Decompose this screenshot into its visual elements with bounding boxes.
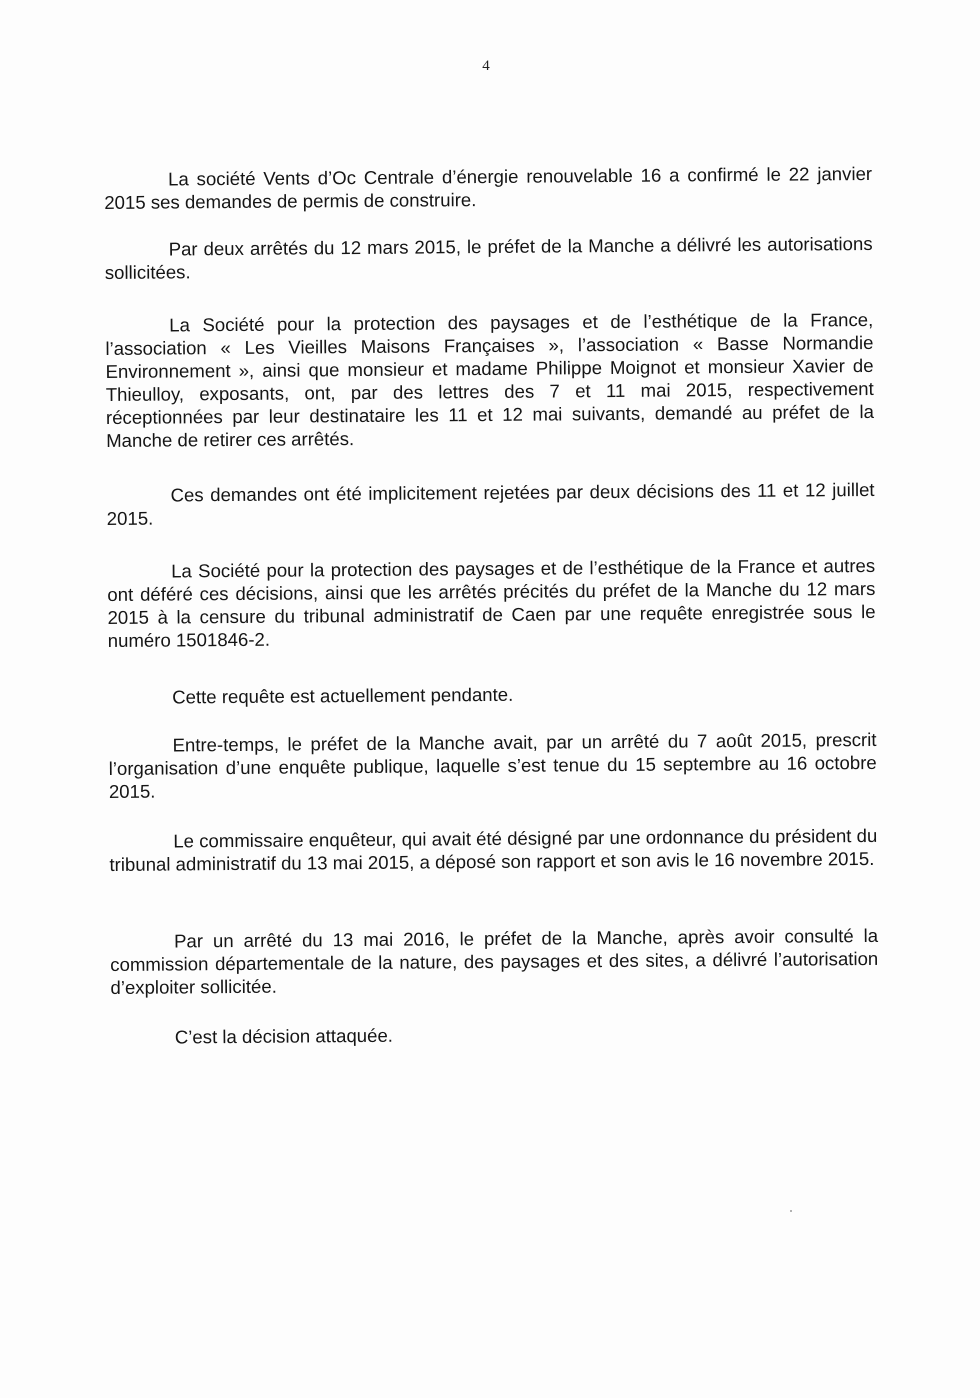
paragraph-1: La société Vents d’Oc Centrale d’énergie renouvelable 16 a confirmé le 22 janvier 2015 ses demandes de permis de construire. xyxy=(104,162,873,213)
paragraph-5: La Société pour la protection des paysages et de l’esthétique de la France et autres ont déféré ces décisions, ainsi que les arrêtés précités du préfet de la Manche du 12 mars 2015 à la censure du tribunal administratif de Caen par une requête enregistrée sous le numéro 1501846-2. xyxy=(107,554,876,651)
paragraph-4: Ces demandes ont été implicitement rejetées par deux décisions des 11 et 12 juillet 2015. xyxy=(106,478,875,529)
paragraph-2: Par deux arrêtés du 12 mars 2015, le préfet de la Manche a délivré les autorisations sollicitées. xyxy=(104,232,873,283)
scan-speck xyxy=(790,1210,792,1212)
paragraph-7: Entre-temps, le préfet de la Manche avait, par un arrêté du 7 août 2015, prescrit l’organisation d’une enquête publique, laquelle s’est tenue du 15 septembre au 16 octobre 2015. xyxy=(108,728,877,802)
paragraph-8: Le commissaire enquêteur, qui avait été désigné par une ordonnance du président du tribunal administratif du 13 mai 2015, a déposé son rapport et son avis le 16 novembre 2015. xyxy=(109,824,878,875)
paragraph-6: Cette requête est actuellement pendante. xyxy=(172,683,514,708)
page-number: 4 xyxy=(482,58,490,74)
document-body xyxy=(104,162,879,1048)
paragraph-9: Par un arrêté du 13 mai 2016, le préfet de la Manche, après avoir consulté la commission départementale de la nature, des paysages et des sites, a délivré l’autorisation d’exploiter sollicitée. xyxy=(110,924,879,998)
paragraph-3: La Société pour la protection des paysages et de l’esthétique de la France, l’association « Les Vieilles Maisons Françaises », l’association « Basse Normandie Environnement », ainsi que monsieur et madame Philippe Moignot et monsieur Xavier de Thieulloy, exposants, ont, par des lettres des 7 et 11 mai 2015, respectivement réceptionnées par leur destinataire les 11 et 12 mai suivants, demandé au préfet de la Manche de retirer ces arrêtés. xyxy=(105,308,875,451)
paragraph-10: C’est la décision attaquée. xyxy=(174,1024,394,1048)
